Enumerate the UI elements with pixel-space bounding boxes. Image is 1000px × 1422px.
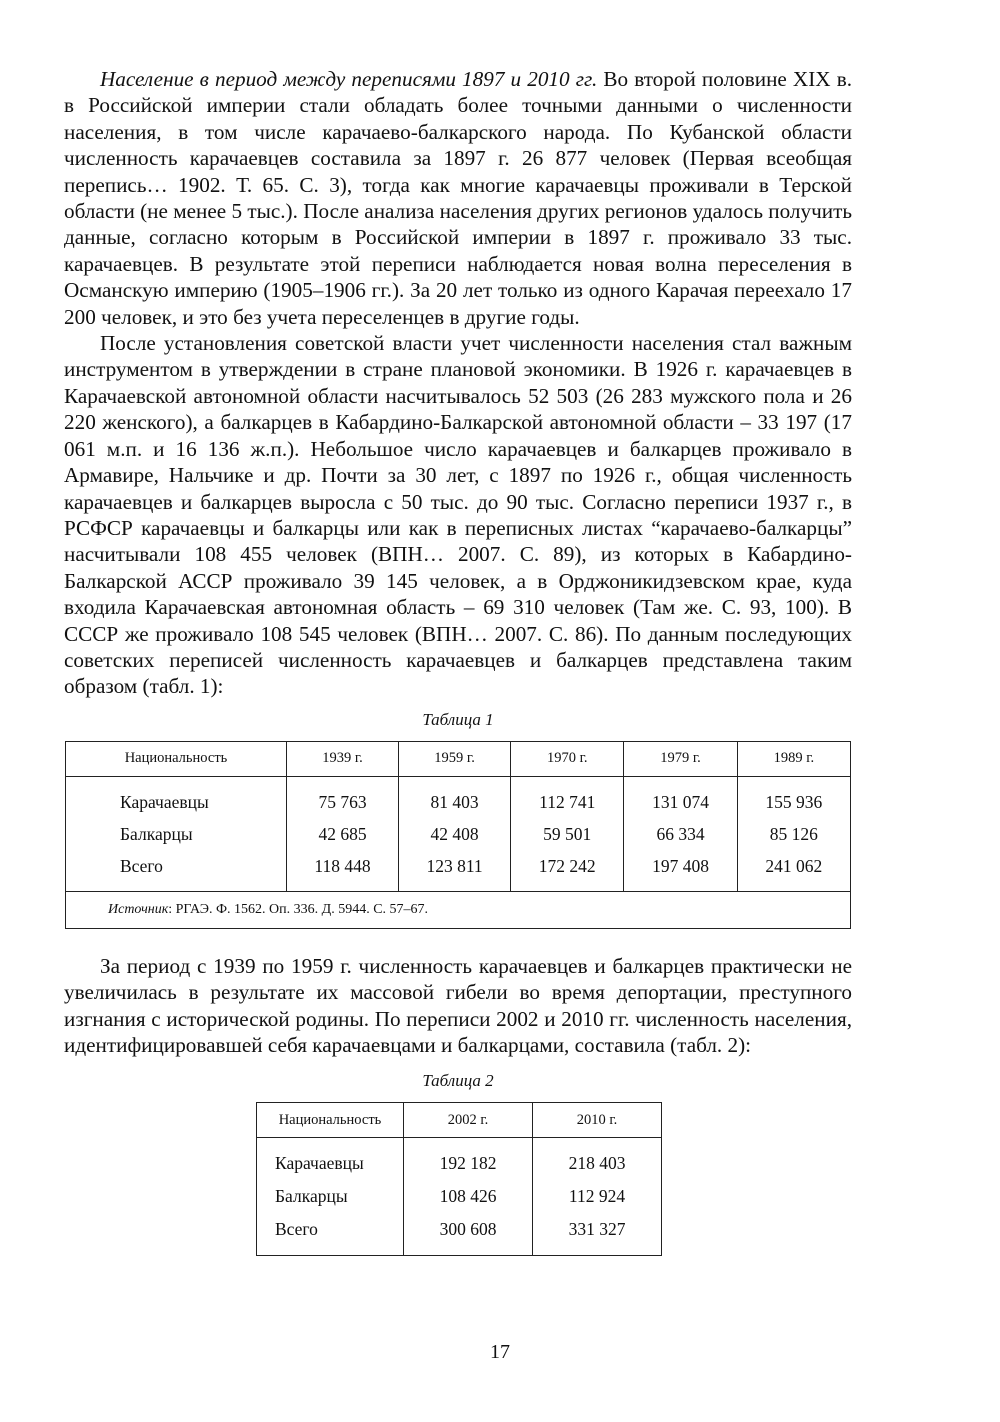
table-cell: 66 334 bbox=[624, 819, 737, 851]
table-row bbox=[66, 776, 851, 819]
table-cell: 75 763 bbox=[287, 776, 399, 819]
table-cell: 155 936 bbox=[737, 776, 850, 819]
table-header-row bbox=[66, 741, 851, 776]
table-cell: 118 448 bbox=[287, 851, 399, 892]
table-row bbox=[257, 1138, 662, 1181]
table-cell: 218 403 bbox=[533, 1138, 662, 1181]
paragraph-deportation: За период с 1939 по 1959 г. численность карачаевцев и балкарцев практически не увеличилась в результате их массовой гибели во время депортации, преступного изгнания с исторической родины. По переписи 2002 и 2010 гг. численность населения, идентифицировавшей себя карачаевцами и балкарцами, составила (табл. 2): bbox=[64, 953, 852, 1057]
table-cell: 85 126 bbox=[737, 819, 850, 851]
paragraph-population-1897 bbox=[64, 66, 852, 330]
table-1-caption: Таблица 1 bbox=[422, 709, 494, 729]
table-cell: 123 811 bbox=[399, 851, 511, 892]
table-cell: 59 501 bbox=[511, 819, 624, 851]
table-row-total bbox=[257, 1213, 662, 1256]
page-body bbox=[64, 66, 852, 1256]
row-label: Всего bbox=[257, 1213, 404, 1256]
column-header-nationality: Национальность bbox=[257, 1103, 404, 1138]
table-cell: 172 242 bbox=[511, 851, 624, 892]
paragraph-soviet-census: После установления советской власти учет численности населения стал важным инструментом в утверждении в стране плановой экономики. В 1926 г. карачаевцев в Карачаевской автономной области насчитывалось 52 503 (26 283 мужского пола и 26 220 женского), а балкарцев в Кабардино-Балкарской автономной области – 33 197 (17 061 м.п. и 16 136 ж.п.). Небольшое число карачаевцев и балкарцев проживало в Армавире, Нальчике и др. Почти за 30 лет, с 1897 по 1926 г., общая численность карачаевцев и балкарцев выросла с 50 тыс. до 90 тыс. Согласно переписи 1937 г., в РСФСР карачаевцы и балкарцы или как в переписных листах “карачаево-балкарцы” насчитывали 108 455 человек (ВПН… 2007. С. 89), из которых в Кабардино-Балкарской АССР проживало 39 145 человек, а в Орджоникидзевском крае, куда входила Карачаевская автономная область – 69 310 человек (Там же. С. 93, 100). В СССР же проживало 108 545 человек (ВПН… 2007. С. 86). По данным последующих советских переписей численность карачаевцев и балкарцев представлена таким образом (табл. 1): bbox=[64, 331, 852, 699]
table-source-note bbox=[66, 891, 851, 928]
table-cell: 112 924 bbox=[533, 1180, 662, 1213]
table-cell: 81 403 bbox=[399, 776, 511, 819]
column-header-year: 1959 г. bbox=[399, 741, 511, 776]
column-header-year: 1939 г. bbox=[287, 741, 399, 776]
table-cell: 42 685 bbox=[287, 819, 399, 851]
table-source-row bbox=[66, 891, 851, 928]
table-row bbox=[66, 819, 851, 851]
table-cell: 108 426 bbox=[404, 1180, 533, 1213]
table-cell: 192 182 bbox=[404, 1138, 533, 1181]
table-cell: 331 327 bbox=[533, 1213, 662, 1256]
source-text: : РГАЭ. Ф. 1562. Оп. 336. Д. 5944. С. 57–67. bbox=[168, 901, 429, 917]
row-label: Балкарцы bbox=[66, 819, 287, 851]
source-label: Источник bbox=[108, 901, 169, 917]
section-lead-italic: Население в период между переписями 1897 и 2010 гг. bbox=[100, 67, 598, 91]
row-label: Всего bbox=[66, 851, 287, 892]
column-header-year: 1979 г. bbox=[624, 741, 737, 776]
table-row bbox=[257, 1180, 662, 1213]
table-2 bbox=[256, 1102, 662, 1256]
column-header-year: 1970 г. bbox=[511, 741, 624, 776]
table-cell: 300 608 bbox=[404, 1213, 533, 1256]
row-label: Карачаевцы bbox=[257, 1138, 404, 1181]
column-header-year: 2002 г. bbox=[404, 1103, 533, 1138]
table-cell: 131 074 bbox=[624, 776, 737, 819]
table-cell: 197 408 bbox=[624, 851, 737, 892]
column-header-year: 1989 г. bbox=[737, 741, 850, 776]
page-number: 17 bbox=[490, 1341, 510, 1363]
row-label: Карачаевцы bbox=[66, 776, 287, 819]
table-row-total bbox=[66, 851, 851, 892]
table-cell: 42 408 bbox=[399, 819, 511, 851]
table-1 bbox=[65, 741, 851, 929]
table-cell: 112 741 bbox=[511, 776, 624, 819]
table-cell: 241 062 bbox=[737, 851, 850, 892]
row-label: Балкарцы bbox=[257, 1180, 404, 1213]
paragraph-text: Во второй половине XIX в. в Российской империи стали обладать более точными данными о численности населения, в том числе карачаево-балкарского народа. По Кубанской области численность карачаевцев составила за 1897 г. 26 877 человек (Первая всеобщая перепись… 1902. Т. 65. С. 3), тогда как многие карачаевцы проживали в Терской области (не менее 5 тыс.). После анализа населения других регионов удалось получить данные, согласно которым в Российской империи в 1897 г. проживало 33 тыс. карачаевцев. В результате этой переписи наблюдается новая волна переселения в Османскую империю (1905–1906 гг.). За 20 лет только из одного Карачая переехало 17 200 человек, и это без учета переселенцев в другие годы. bbox=[64, 67, 853, 329]
table-2-caption: Таблица 2 bbox=[422, 1071, 494, 1091]
table-header-row bbox=[257, 1103, 662, 1138]
column-header-nationality: Национальность bbox=[66, 741, 287, 776]
column-header-year: 2010 г. bbox=[533, 1103, 662, 1138]
